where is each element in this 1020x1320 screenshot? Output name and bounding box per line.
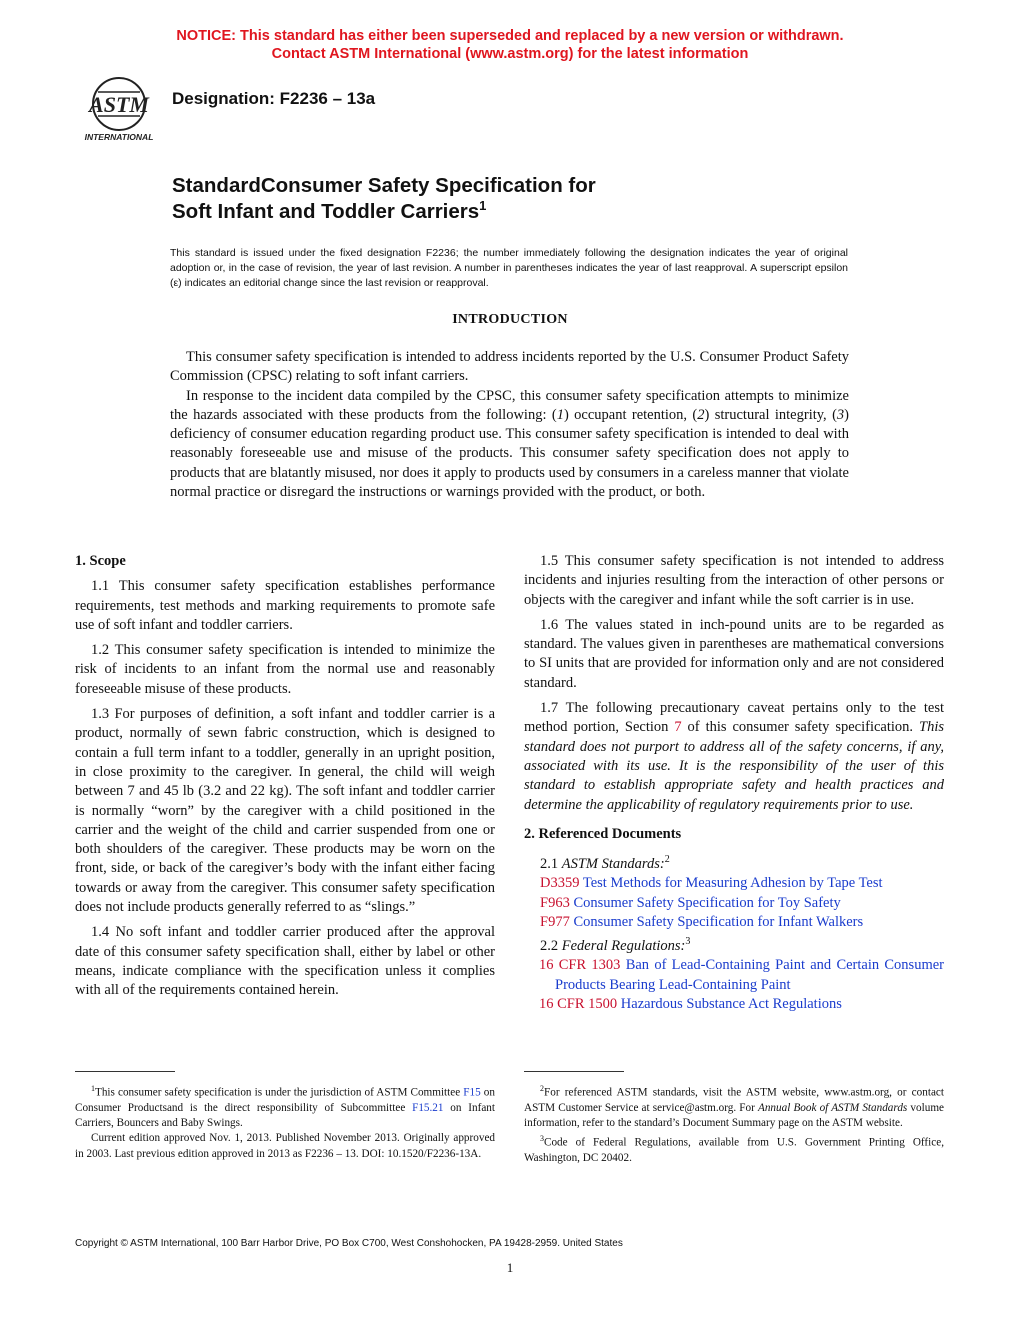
footnote-1	[75, 1081, 495, 1162]
notice-line-2: Contact ASTM International (www.astm.org) for the latest information	[271, 46, 749, 62]
section-1-6: 1.6 The values stated in inch-pound units are to be regarded as standard. The values given in parentheses are mathematical conversions to SI units that are provided for information only and are not considered standard.	[524, 616, 944, 691]
ref-d3359[interactable]: D3359 Test Methods for Measuring Adhesion by Tape Test	[540, 875, 883, 892]
ref-f977[interactable]: F977 Consumer Safety Specification for Infant Walkers	[540, 913, 864, 930]
superseded-notice	[0, 27, 1020, 63]
f15-21-link[interactable]: F15.21	[412, 1101, 444, 1114]
left-column	[75, 552, 495, 1007]
intro-paragraph-2: In response to the incident data compiled by the CPSC, this consumer safety specification attempts to minimize the hazards associated with these products from the following: (1) occupant retention, (2) structural integrity, (3) deficiency of consumer education regarding product use. This consumer safety specification is intended to deal with reasonably foreseeable use and misuse of the products. This consumer safety specification does not apply to products that are blatantly misused, nor does it apply to products used by consumers in a careless manner that violate normal practice or disregard the instructions or warnings provided with the product, or both.	[170, 387, 849, 501]
astm-logo-icon	[76, 74, 162, 144]
copyright: Copyright © ASTM International, 100 Barr Harbor Drive, PO Box C700, West Conshohocken, PA 19428-2959. United States	[75, 1238, 623, 1249]
title-footnote-marker[interactable]: 1	[479, 198, 487, 214]
section-1-2: 1.2 This consumer safety specification is intended to minimize the risk of incidents to an infant from the normal use and reasonably foreseeable misuse of these products.	[75, 642, 495, 697]
footnote-1-edition: Current edition approved Nov. 1, 2013. Published November 2013. Originally approved in 2003. Last previous edition approved in 2013 as F2236 – 13. DOI: 10.1520/F2236-13A.	[75, 1132, 495, 1160]
federal-regulations-label: 2.2 Federal Regulations:$^3$	[540, 936, 691, 954]
astm-standards-label: 2.1 ASTM Standards:$^2$	[540, 854, 670, 872]
logo-subtext: INTERNATIONAL	[84, 132, 154, 142]
notice-line-1: NOTICE: This standard has either been superseded and replaced by a new version or withdrawn.	[176, 28, 844, 44]
footnote-divider-left	[75, 1071, 175, 1072]
scope-heading: 1. Scope	[75, 553, 126, 569]
page-number: 1	[506, 1260, 514, 1275]
section-1-4: 1.4 No soft infant and toddler carrier produced after the approval date of this consumer safety specification shall, either by label or other means, indicate compliance with the specification unless it complies with all of the requirements contained herein.	[75, 924, 495, 999]
footnote-2-text: $^2$For referenced ASTM standards, visit the ASTM website, www.astm.org, or contact ASTM Customer Service at service@astm.org. For Annual Book of ASTM Standards volume information, refer to the standard’s Document Summary page on the ASTM website.	[524, 1084, 944, 1130]
intro-paragraph-1: This consumer safety specification is intended to address incidents reported by the U.S. Consumer Product Safety Commission (CPSC) relating to soft infant carriers.	[170, 349, 849, 385]
referenced-documents-heading: 2. Referenced Documents	[524, 825, 682, 842]
introduction-heading: INTRODUCTION	[452, 312, 568, 327]
ref-16cfr1303[interactable]: 16 CFR 1303 Ban of Lead-Containing Paint and Certain Consumer Products Bearing Lead-Containing Paint	[539, 957, 944, 993]
section-7-link[interactable]: 7	[674, 719, 682, 736]
ref-f963[interactable]: F963 Consumer Safety Specification for Toy Safety	[540, 894, 841, 911]
section-1-1: 1.1 This consumer safety specification establishes performance requirements, test methods and marking requirements to promote safe use of soft infant and toddler carriers.	[75, 578, 495, 633]
logo-text: ASTM	[89, 92, 149, 117]
f15-link[interactable]: F15	[463, 1086, 481, 1099]
footnote-1-text: $^1$This consumer safety specification is under the jurisdiction of ASTM Committee F15 on Consumer Productsand is the direct responsibility of Subcommittee F15.21 on Infant Carriers, Bouncers and Baby Swings.	[75, 1084, 495, 1130]
designation: Designation: F2236 – 13a	[172, 89, 376, 108]
footnote-divider-right	[524, 1071, 624, 1072]
document-title	[172, 173, 596, 225]
title-line-2: Soft Infant and Toddler Carriers	[172, 200, 480, 223]
section-1-3: 1.3 For purposes of definition, a soft infant and toddler carrier is a product, normally of sewn fabric construction, which is designed to contain a full term infant to a toddler, generally in an upright position, in close proximity to the caregiver. In general, the child will weigh between 7 and 45 lb (3.2 and 22 kg). The soft infant and toddler carrier is normally “worn” by the caregiver with a child positioned in the carrier and the weight of the child and carrier suspended from one or both shoulders of the caregiver. These products may be worn on the front, side, or back of the caregiver’s body with the infant either facing towards or away from the caregiver. This consumer safety specification does not include products generally referred to as “slings.”	[75, 706, 495, 916]
section-1-7: 1.7 The following precautionary caveat pertains only to the test method portion, Section 7 of this consumer safety specification. This standard does not purport to address all of the safety concerns, if any, associated with its use. It is the responsibility of the user of this standard to establish appropriate safety and health practices and determine the applicability of regulatory requirements prior to use.	[524, 700, 944, 813]
introduction-body	[170, 348, 849, 502]
ref-16cfr1500[interactable]: 16 CFR 1500 Hazardous Substance Act Regulations	[539, 995, 842, 1012]
section-1-5: 1.5 This consumer safety specification is not intended to address incidents and injuries resulting from the interaction of other persons or objects with the caregiver and infant while the soft carrier is in use.	[524, 553, 944, 608]
title-line-1: StandardConsumer Safety Specification for	[172, 174, 596, 197]
footnote-3-text: $^3$Code of Federal Regulations, available from U.S. Government Printing Office, Washington, DC 20402.	[524, 1134, 944, 1165]
footnotes-2-3	[524, 1081, 944, 1166]
issue-note: This standard is issued under the fixed designation F2236; the number immediately following the designation indicates the year of original adoption or, in the case of revision, the year of last revision. A number in parentheses indicates the year of last reapproval. A superscript epsilon (ε) indicates an editorial change since the last revision or reapproval.	[170, 247, 848, 289]
right-column	[524, 552, 944, 1014]
